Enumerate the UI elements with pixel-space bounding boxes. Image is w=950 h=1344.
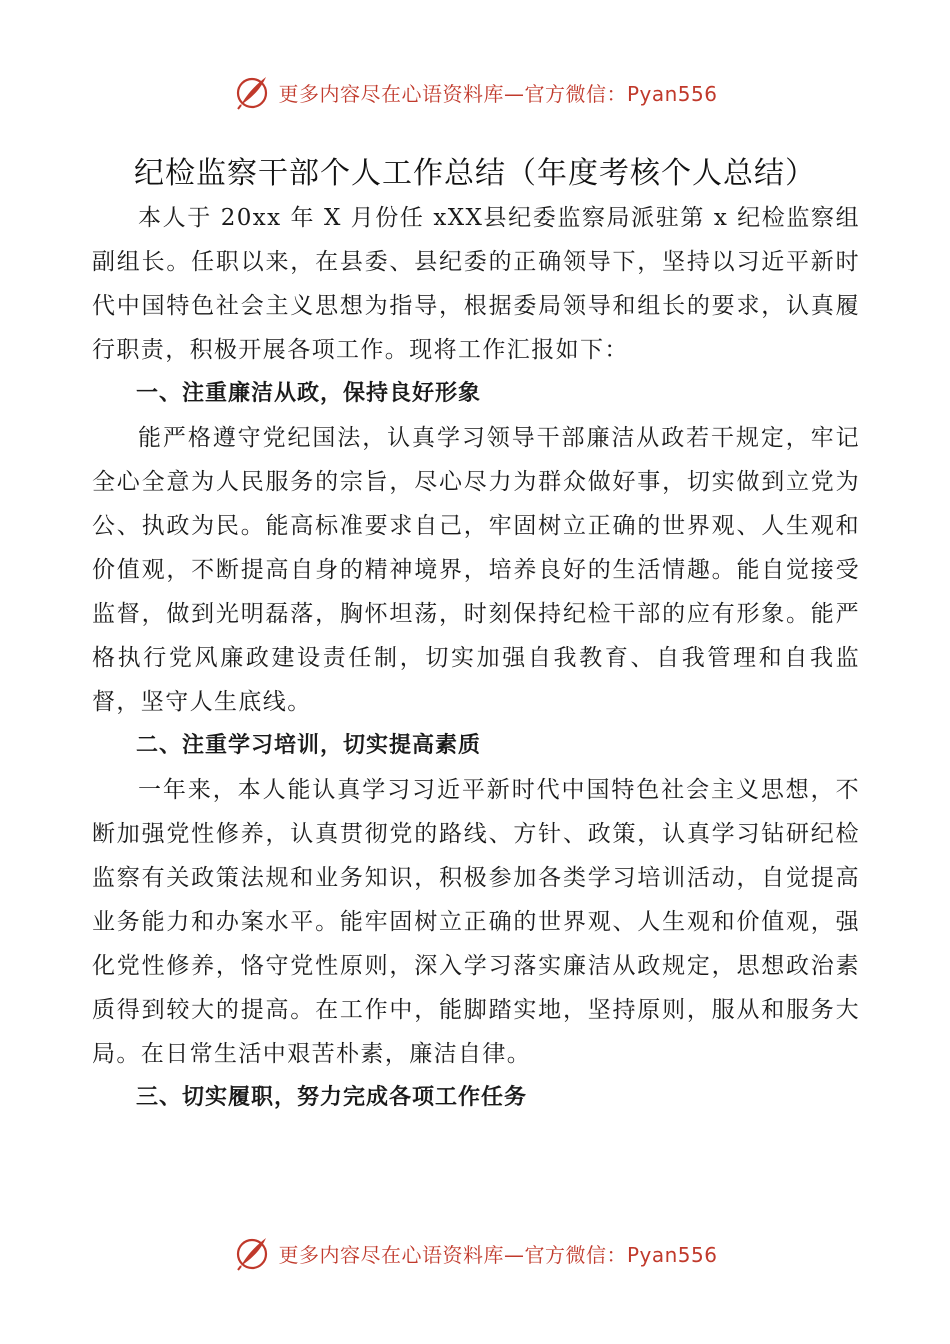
section-heading-3: 三、切实履职，努力完成各项工作任务 xyxy=(136,1085,528,1110)
footer-watermark xyxy=(0,1233,950,1273)
section-heading-1: 一、注重廉洁从政，保持良好形象 xyxy=(136,381,482,406)
quill-logo-icon xyxy=(232,1233,272,1273)
section-paragraph-1: 能严格遵守党纪国法，认真学习领导干部廉洁从政若干规定，牢记全心全意为人民服务的宗旨，尽心尽力为群众做好事，切实做到立党为公、执政为民。能高标准要求自己，牢固树立正确的世界观、人生观和价值观，不断提高自身的精神境界，培养良好的生活情趣。能自觉接受监督，做到光明磊落，胸怀坦荡，时刻保持纪检干部的应有形象。能严格执行党风廉政建设责任制，切实加强自我教育、自我管理和自我监督，坚守人生底线。 xyxy=(92,425,860,715)
intro-paragraph: 本人于 20xx 年 X 月份任 xXX县纪委监察局派驻第 x 纪检监察组副组长。任职以来，在县委、县纪委的正确领导下，坚持以习近平新时代中国特色社会主义思想为指导，根据委局领导和组长的要求，认真履行职责，积极开展各项工作。现将工作汇报如下： xyxy=(92,205,860,363)
document-body xyxy=(92,196,860,1120)
document-title: 纪检监察干部个人工作总结（年度考核个人总结） xyxy=(134,156,816,192)
section-heading-2: 二、注重学习培训，切实提高素质 xyxy=(136,733,482,758)
section-paragraph-2: 一年来，本人能认真学习习近平新时代中国特色社会主义思想，不断加强党性修养，认真贯彻党的路线、方针、政策，认真学习钻研纪检监察有关政策法规和业务知识，积极参加各类学习培训活动，自觉提高业务能力和办案水平。能牢固树立正确的世界观、人生观和价值观，强化党性修养，恪守党性原则，深入学习落实廉洁从政规定，思想政治素质得到较大的提高。在工作中，能脚踏实地，坚持原则，服从和服务大局。在日常生活中艰苦朴素，廉洁自律。 xyxy=(92,777,860,1067)
header-watermark xyxy=(0,72,950,112)
quill-logo-icon xyxy=(232,72,272,112)
watermark-text: 更多内容尽在心语资料库—官方微信：Pyan556 xyxy=(278,1242,718,1267)
watermark-text: 更多内容尽在心语资料库—官方微信：Pyan556 xyxy=(278,81,718,106)
